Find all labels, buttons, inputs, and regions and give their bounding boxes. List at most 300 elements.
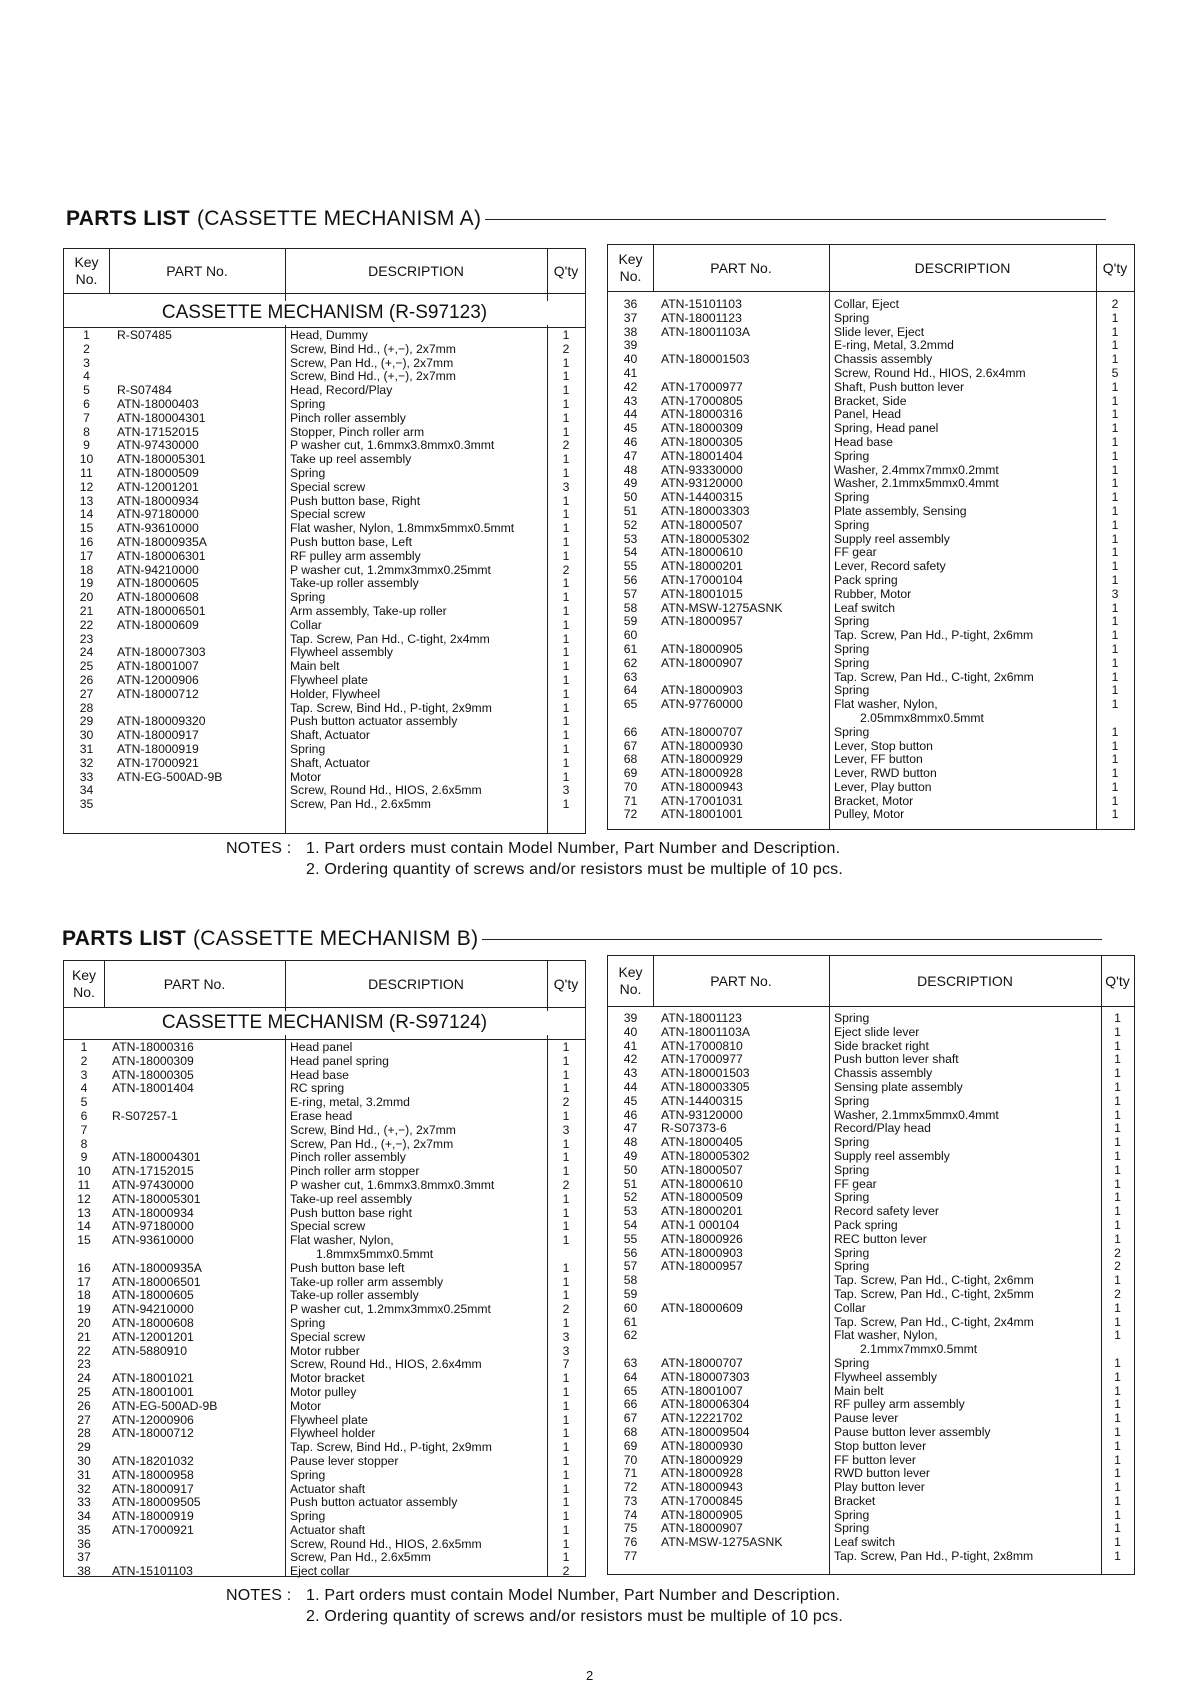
cell-part-no: ATN-18000316 — [112, 1041, 194, 1054]
cell-part-no: ATN-1 000104 — [661, 1218, 740, 1232]
cell-qty: 1 — [562, 384, 570, 398]
cell-description: Screw, Pan Hd., 2.6x5mm — [290, 798, 431, 812]
cell-description: Bracket — [834, 1494, 876, 1508]
table-row — [64, 1386, 585, 1400]
cell-description: Take-up roller assembly — [290, 577, 419, 591]
cell-part-no: ATN-180006304 — [661, 1398, 750, 1412]
cell-qty: 1 — [562, 604, 570, 618]
cell-part-no: ATN-18000934 — [117, 494, 199, 508]
cell-description: Spring — [834, 1191, 870, 1205]
cell-key-no: 53 — [623, 532, 638, 546]
table-row — [608, 740, 1134, 754]
cell-qty: 1 — [1114, 1012, 1121, 1025]
section-b-title-rule — [482, 939, 1102, 940]
cell-part-no: ATN-18000609 — [117, 618, 199, 632]
cell-qty: 1 — [562, 577, 570, 591]
cell-key-no: 54 — [623, 546, 638, 560]
cell-qty: 1 — [1111, 767, 1119, 781]
table-row — [608, 767, 1134, 781]
cell-qty: 1 — [1114, 1412, 1121, 1426]
cell-part-no: ATN-18000917 — [112, 1482, 194, 1496]
cell-key-no: 20 — [77, 1316, 91, 1330]
cell-part-no: ATN-17000977 — [661, 1053, 743, 1067]
table-row — [608, 1288, 1134, 1302]
cell-part-no: ATN-17000810 — [661, 1039, 743, 1053]
cell-description: Spring — [290, 591, 326, 605]
cell-key-no: 19 — [79, 577, 94, 591]
table-row — [64, 688, 585, 702]
cell-qty: 1 — [562, 1068, 570, 1082]
cell-key-no: 75 — [623, 1522, 638, 1536]
cell-qty: 1 — [562, 1537, 570, 1551]
cell-key-no: 6 — [80, 1109, 88, 1123]
notes-b — [226, 1585, 1126, 1629]
table-row — [64, 1524, 585, 1538]
cell-part-no: ATN-17000805 — [661, 394, 743, 408]
cell-qty: 1 — [562, 397, 570, 411]
cell-key-no: 25 — [77, 1385, 91, 1399]
cell-qty: 1 — [562, 1510, 570, 1524]
table-row — [608, 726, 1134, 740]
cell-description: Spring — [290, 1510, 326, 1524]
cell-description: FF gear — [834, 1177, 877, 1191]
table-row — [608, 629, 1134, 643]
cell-part-no: ATN-18000907 — [661, 1522, 743, 1536]
cell-description: Sensing plate assembly — [834, 1080, 963, 1094]
cell-description: Chassis assembly — [834, 353, 933, 367]
table-a-left — [63, 248, 586, 834]
cell-qty: 1 — [1114, 1522, 1121, 1536]
cell-part-no: ATN-18000926 — [661, 1232, 743, 1246]
cell-part-no: R-S07485 — [117, 329, 172, 342]
header-qty: Q'ty — [553, 262, 579, 279]
cell-description: Take-up reel assembly — [290, 1192, 412, 1206]
cell-key-no: 33 — [77, 1496, 91, 1510]
cell-key-no: 13 — [79, 494, 94, 508]
cell-part-no: ATN-18001123 — [661, 311, 742, 325]
table-row — [608, 408, 1134, 422]
table-row — [608, 1164, 1134, 1178]
cell-qty: 1 — [562, 411, 570, 425]
cell-part-no: ATN-18001404 — [112, 1082, 194, 1096]
cell-qty: 1 — [562, 687, 570, 701]
cell-qty: 1 — [1111, 325, 1119, 339]
cell-key-no: 43 — [623, 1067, 638, 1081]
cell-key-no: 48 — [623, 463, 638, 477]
cell-part-no: ATN-18000928 — [661, 1467, 743, 1481]
cell-part-no: ATN-180009505 — [112, 1496, 201, 1510]
cell-description: Spring — [834, 725, 870, 739]
cell-key-no: 16 — [77, 1261, 91, 1275]
cell-key-no: 35 — [79, 798, 94, 812]
cell-key-no: 73 — [623, 1494, 638, 1508]
cell-key-no: 68 — [623, 753, 638, 767]
cell-qty: 3 — [562, 480, 570, 494]
table-row — [608, 1495, 1134, 1509]
cell-qty: 1 — [562, 1192, 570, 1206]
table-row — [64, 564, 585, 578]
cell-qty: 1 — [1111, 642, 1119, 656]
cell-qty: 1 — [562, 1496, 570, 1510]
notes-label: NOTES : — [226, 840, 292, 857]
cell-qty: 1 — [1111, 615, 1119, 629]
cell-qty: 1 — [1111, 353, 1119, 367]
cell-description: Spring — [834, 1356, 870, 1370]
cell-description: Lever, RWD button — [834, 767, 937, 781]
cell-description: Flywheel plate — [290, 673, 368, 687]
cell-description: FF gear — [834, 546, 877, 560]
cell-description: Pinch roller arm stopper — [290, 1165, 420, 1179]
cell-key-no: 72 — [623, 808, 638, 822]
cell-qty: 1 — [1111, 725, 1119, 739]
cell-part-no: ATN-180006501 — [112, 1275, 201, 1289]
cell-part-no: ATN-180001503 — [661, 1067, 750, 1081]
cell-qty: 1 — [1114, 1425, 1121, 1439]
cell-key-no: 20 — [79, 591, 94, 605]
table-row — [608, 533, 1134, 547]
cell-qty: 1 — [1111, 739, 1119, 753]
cell-qty: 1 — [1111, 753, 1119, 767]
cell-qty: 1 — [1111, 518, 1119, 532]
cell-description: E-ring, Metal, 3.2mmd — [834, 339, 954, 353]
cell-description: Screw, Round Hd., HIOS, 2.6x4mm — [834, 366, 1026, 380]
cell-description: Flat washer, Nylon, — [834, 1329, 938, 1343]
table-row — [608, 1012, 1134, 1026]
table-row — [64, 1303, 585, 1317]
table-row — [608, 367, 1134, 381]
cell-part-no: ATN-18001021 — [112, 1372, 194, 1386]
cell-key-no: 2 — [80, 1054, 88, 1068]
cell-qty: 1 — [1111, 629, 1119, 643]
cell-key-no: 27 — [77, 1413, 91, 1427]
header-part-no: PART No. — [710, 259, 772, 276]
table-row — [608, 1122, 1134, 1136]
cell-part-no: ATN-18000609 — [661, 1301, 743, 1315]
cell-qty: 3 — [562, 1330, 570, 1344]
table-row — [64, 1358, 585, 1372]
cell-description: Spring — [834, 1012, 870, 1025]
cell-description: 1.8mmx5mmx0.5mmt — [316, 1247, 434, 1261]
cell-key-no: 74 — [623, 1508, 638, 1522]
cell-key-no: 71 — [623, 794, 638, 808]
cell-qty: 1 — [1114, 1550, 1121, 1564]
table-row — [64, 426, 585, 440]
header-key-no: Key No. — [74, 254, 99, 287]
cell-description: P washer cut, 1.6mmx3.8mmx0.3mmt — [290, 439, 495, 453]
cell-key-no: 77 — [623, 1550, 638, 1564]
cell-part-no: ATN-18000610 — [661, 1177, 743, 1191]
cell-description: Tap. Screw, Pan Hd., P-tight, 2x8mm — [834, 1550, 1034, 1564]
cell-key-no: 13 — [77, 1206, 91, 1220]
cell-part-no: ATN-18000507 — [661, 518, 743, 532]
table-row — [64, 1331, 585, 1345]
table-row — [64, 591, 585, 605]
cell-part-no: ATN-17152015 — [112, 1165, 194, 1179]
table-row — [608, 298, 1134, 312]
cell-qty: 1 — [1114, 1191, 1121, 1205]
cell-description: Arm assembly, Take-up roller — [290, 604, 447, 618]
cell-qty: 1 — [562, 798, 570, 812]
cell-qty: 1 — [562, 549, 570, 563]
cell-qty: 1 — [1114, 1136, 1121, 1150]
table-row — [608, 1550, 1134, 1564]
cell-qty: 1 — [562, 1234, 570, 1248]
cell-description: Spring — [834, 518, 870, 532]
cell-part-no: ATN-18000943 — [661, 1481, 743, 1495]
cell-part-no: ATN-180004301 — [112, 1151, 201, 1165]
cell-description: Push button base left — [290, 1261, 405, 1275]
header-description: DESCRIPTION — [917, 972, 1013, 989]
cell-key-no: 30 — [77, 1454, 91, 1468]
cell-description: Screw, Pan Hd., (+,−), 2x7mm — [290, 1137, 454, 1151]
cell-description: Chassis assembly — [834, 1067, 933, 1081]
cell-key-no: 33 — [79, 770, 94, 784]
cell-description: Shaft, Actuator — [290, 756, 370, 770]
table-row — [64, 467, 585, 481]
cell-description: Head, Record/Play — [290, 384, 393, 398]
cell-description: Supply reel assembly — [834, 532, 950, 546]
table-row — [64, 784, 585, 798]
header-qty: Q'ty — [553, 975, 579, 992]
cell-key-no: 24 — [79, 646, 94, 660]
cell-key-no: 60 — [623, 1301, 638, 1315]
cell-qty: 3 — [562, 1344, 570, 1358]
cell-key-no: 40 — [623, 353, 638, 367]
table-row — [608, 339, 1134, 353]
table-row — [608, 657, 1134, 671]
cell-part-no: ATN-18000605 — [117, 577, 199, 591]
cell-key-no: 2 — [83, 342, 90, 356]
table-row — [64, 1565, 585, 1579]
cell-description: Eject slide lever — [834, 1025, 920, 1039]
cell-description: Spring — [290, 397, 326, 411]
cell-part-no: ATN-18001001 — [112, 1385, 194, 1399]
cell-part-no: ATN-18000605 — [112, 1289, 194, 1303]
cell-key-no: 22 — [79, 618, 94, 632]
cell-description: Holder, Flywheel — [290, 687, 381, 701]
cell-qty: 1 — [1111, 546, 1119, 560]
cell-description: Pinch roller assembly — [290, 1151, 406, 1165]
cell-key-no: 41 — [623, 366, 638, 380]
table-row — [64, 1082, 585, 1096]
cell-key-no: 21 — [77, 1330, 91, 1344]
cell-qty: 1 — [1114, 1453, 1121, 1467]
table-header — [64, 249, 585, 294]
cell-part-no: ATN-97430000 — [112, 1178, 194, 1192]
cell-description: Spring — [834, 656, 870, 670]
cell-part-no: ATN-18201032 — [112, 1454, 194, 1468]
cell-qty: 1 — [1114, 1218, 1121, 1232]
table-row — [64, 1193, 585, 1207]
cell-part-no: ATN-17001031 — [661, 794, 743, 808]
cell-description: REC button lever — [834, 1232, 927, 1246]
cell-description: Spring — [834, 311, 870, 325]
cell-qty: 1 — [562, 1151, 570, 1165]
cell-part-no: ATN-15101103 — [112, 1565, 193, 1579]
cell-part-no: ATN-5880910 — [112, 1344, 187, 1358]
cell-qty: 1 — [562, 1551, 570, 1565]
cell-part-no: ATN-18000929 — [661, 753, 743, 767]
cell-part-no: ATN-180005302 — [661, 532, 750, 546]
table-row — [64, 1262, 585, 1276]
cell-part-no: ATN-97760000 — [661, 698, 743, 712]
cell-description: Tap. Screw, Pan Hd., P-tight, 2x6mm — [834, 629, 1034, 643]
table-row — [608, 1136, 1134, 1150]
table-row — [608, 1302, 1134, 1316]
cell-key-no: 3 — [80, 1068, 88, 1082]
cell-key-no: 72 — [623, 1481, 638, 1495]
cell-key-no: 55 — [623, 1232, 638, 1246]
cell-key-no: 31 — [79, 742, 94, 756]
cell-description: RF pulley arm assembly — [290, 549, 421, 563]
cell-part-no: ATN-EG-500AD-9B — [112, 1399, 218, 1413]
cell-key-no: 23 — [77, 1358, 91, 1372]
cell-key-no: 64 — [623, 684, 638, 698]
cell-description: Spring — [834, 1522, 870, 1536]
cell-key-no: 59 — [623, 1287, 638, 1301]
table-row — [64, 729, 585, 743]
cell-description: Lever, Stop button — [834, 739, 933, 753]
table-row — [64, 550, 585, 564]
cell-part-no: ATN-18000935A — [117, 535, 207, 549]
cell-part-no: ATN-18000903 — [661, 684, 743, 698]
cell-description: Lever, Record safety — [834, 560, 946, 574]
cell-part-no: ATN-17000845 — [661, 1494, 743, 1508]
cell-part-no: ATN-12000906 — [112, 1413, 194, 1427]
cell-key-no: 66 — [623, 725, 638, 739]
cell-description: Pause button lever assembly — [834, 1425, 991, 1439]
table-row — [608, 519, 1134, 533]
cell-part-no: ATN-18001103A — [661, 1025, 750, 1039]
cell-description: Take-up roller arm assembly — [290, 1275, 444, 1289]
cell-key-no: 42 — [623, 1053, 638, 1067]
cell-qty: 1 — [562, 1206, 570, 1220]
cell-description: Tap. Screw, Pan Hd., C-tight, 2x4mm — [290, 632, 490, 646]
cell-qty: 1 — [562, 1275, 570, 1289]
cell-key-no: 37 — [77, 1551, 91, 1565]
table-row — [608, 1522, 1134, 1536]
cell-key-no: 1 — [83, 329, 90, 342]
cell-qty: 1 — [1111, 808, 1119, 822]
cell-qty: 1 — [1114, 1039, 1121, 1053]
table-row — [64, 370, 585, 384]
cell-key-no: 67 — [623, 1412, 638, 1426]
cell-key-no: 17 — [77, 1275, 91, 1289]
cell-qty: 1 — [1114, 1274, 1121, 1288]
cell-part-no: ATN-15101103 — [661, 298, 742, 311]
cell-part-no: ATN-14400315 — [661, 1094, 743, 1108]
cell-key-no: 68 — [623, 1425, 638, 1439]
cell-key-no: 14 — [79, 508, 94, 522]
cell-qty: 1 — [1114, 1329, 1121, 1343]
cell-qty: 1 — [562, 1109, 570, 1123]
table-row — [64, 1165, 585, 1179]
table-row — [64, 1345, 585, 1359]
cell-description: Collar — [290, 618, 322, 632]
cell-part-no: ATN-94210000 — [112, 1303, 194, 1317]
cell-qty: 1 — [562, 1385, 570, 1399]
section-b-title-bold: PARTS LIST — [62, 927, 186, 950]
cell-key-no: 53 — [623, 1205, 638, 1219]
cell-part-no: ATN-18000608 — [117, 591, 199, 605]
table-row — [608, 1398, 1134, 1412]
cell-qty: 1 — [1114, 1536, 1121, 1550]
cell-description: Slide lever, Eject — [834, 325, 925, 339]
cell-description: Collar, Eject — [834, 298, 900, 311]
table-row — [64, 1179, 585, 1193]
cell-description: Pause lever — [834, 1412, 899, 1426]
cell-part-no: ATN-180009320 — [117, 715, 206, 729]
cell-description: Pulley, Motor — [834, 808, 905, 822]
cell-part-no: R-S07484 — [117, 384, 172, 398]
cell-part-no: ATN-12221702 — [661, 1412, 743, 1426]
cell-key-no: 39 — [623, 1012, 638, 1025]
table-row — [608, 381, 1134, 395]
cell-description: Tap. Screw, Bind Hd., P-tight, 2x9mm — [290, 1441, 492, 1455]
table-row — [608, 1454, 1134, 1468]
cell-key-no: 4 — [80, 1082, 88, 1096]
cell-description: P washer cut, 1.6mmx3.8mmx0.3mmt — [290, 1178, 495, 1192]
table-row — [608, 753, 1134, 767]
cell-part-no: ATN-18000201 — [661, 560, 743, 574]
cell-description: Head, Dummy — [290, 329, 368, 342]
cell-qty: 1 — [1111, 380, 1119, 394]
cell-part-no: ATN-18001007 — [117, 660, 199, 674]
cell-description: Screw, Bind Hd., (+,−), 2x7mm — [290, 342, 456, 356]
cell-description: Actuator shaft — [290, 1482, 366, 1496]
cell-description: Push button base, Left — [290, 535, 412, 549]
cell-description: Main belt — [290, 660, 340, 674]
cell-part-no: ATN-180005302 — [661, 1149, 750, 1163]
table-row — [608, 712, 1134, 726]
section-b-title — [62, 924, 1102, 954]
parts-rows — [64, 329, 585, 812]
cell-description: Lever, FF button — [834, 753, 923, 767]
cell-description: Washer, 2.1mmx5mmx0.4mmt — [834, 477, 999, 491]
cell-qty: 2 — [562, 342, 570, 356]
table-b-left — [63, 960, 586, 1577]
cell-qty: 1 — [1111, 504, 1119, 518]
table-row — [608, 1343, 1134, 1357]
table-row — [64, 771, 585, 785]
cell-description: Flat washer, Nylon, 1.8mmx5mmx0.5mmt — [290, 522, 515, 536]
cell-key-no: 16 — [79, 535, 94, 549]
cell-key-no: 38 — [77, 1565, 91, 1579]
cell-qty: 1 — [1114, 1481, 1121, 1495]
cell-description: Screw, Pan Hd., 2.6x5mm — [290, 1551, 431, 1565]
cell-qty: 1 — [1114, 1149, 1121, 1163]
cell-qty: 1 — [562, 701, 570, 715]
cell-description: Stopper, Pinch roller arm — [290, 425, 425, 439]
cell-qty: 2 — [562, 439, 570, 453]
cell-key-no: 46 — [623, 435, 638, 449]
cell-key-no: 48 — [623, 1136, 638, 1150]
table-row — [64, 522, 585, 536]
cell-key-no: 44 — [623, 408, 638, 422]
cell-part-no: ATN-93610000 — [112, 1234, 194, 1248]
table-row — [64, 439, 585, 453]
cell-key-no: 64 — [623, 1370, 638, 1384]
table-row — [64, 646, 585, 660]
table-row — [64, 1055, 585, 1069]
cell-key-no: 50 — [623, 1163, 638, 1177]
cell-part-no: ATN-18001001 — [661, 808, 743, 822]
cell-qty: 1 — [562, 425, 570, 439]
cell-description: Take-up roller assembly — [290, 1289, 419, 1303]
cell-key-no: 1 — [80, 1041, 88, 1054]
cell-description: Play button lever — [834, 1481, 925, 1495]
cell-part-no: ATN-18000919 — [117, 742, 199, 756]
